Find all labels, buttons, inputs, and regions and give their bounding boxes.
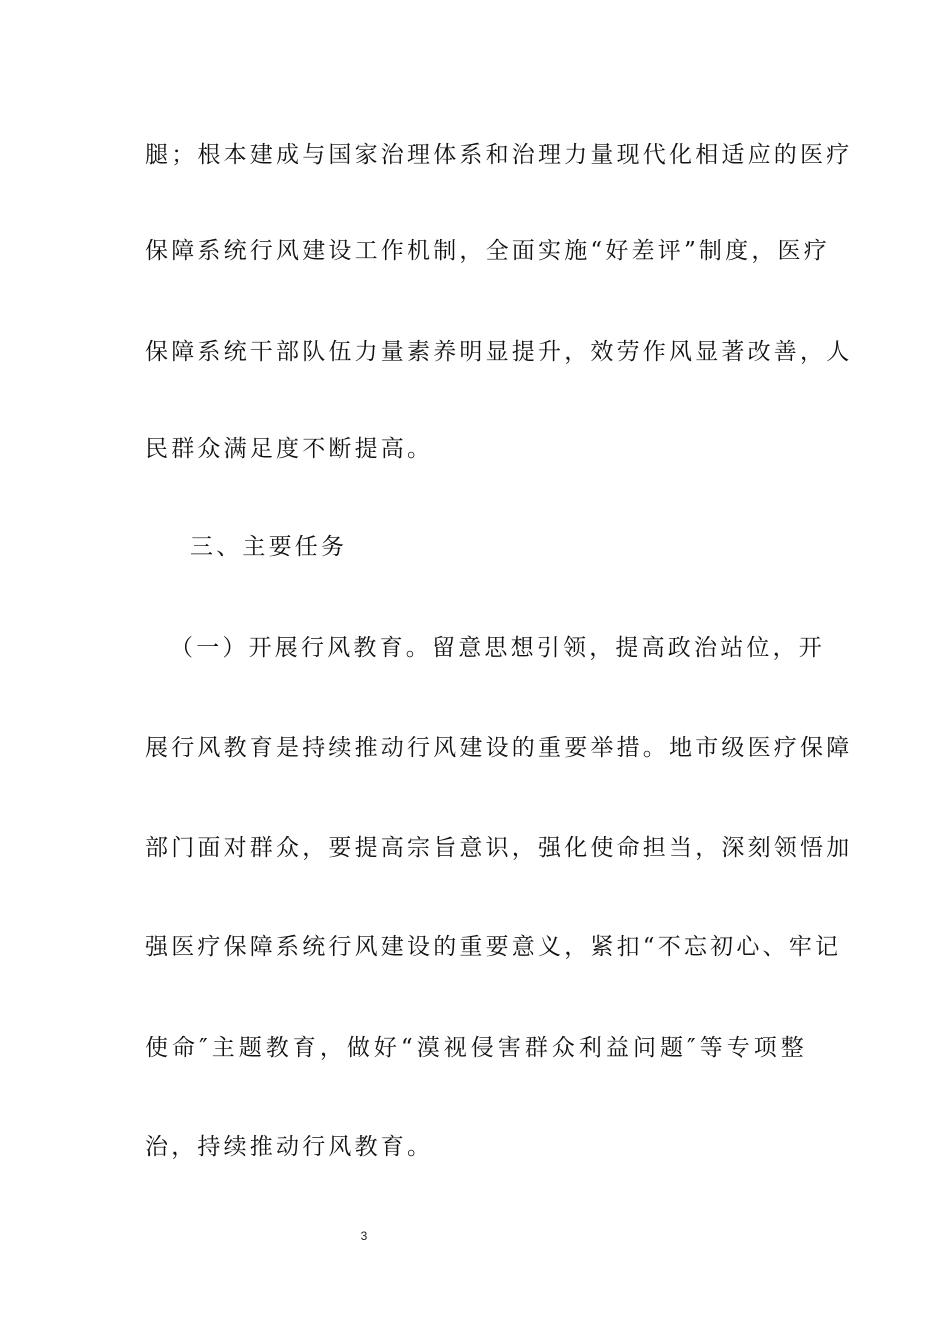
paragraph-line: 治，持续推动行风教育。 xyxy=(145,1134,434,1160)
paragraph-line: 腿；根本建成与国家治理体系和治理力量现代化相适应的医疗 xyxy=(145,142,853,168)
paragraph-line: 强医疗保障系统行风建设的重要意义，紧扣“不忘初心、牢记 xyxy=(145,934,842,960)
section-heading: 三、主要任务 xyxy=(190,534,348,560)
paragraph-line: 保障系统行风建设工作机制，全面实施“好差评”制度，医疗 xyxy=(145,238,830,264)
paragraph-line: 部门面对群众，要提高宗旨意识，强化使命担当，深刻领悟加 xyxy=(145,835,853,861)
page-number: 3 xyxy=(360,1229,368,1243)
paragraph-line: （一）开展行风教育。留意思想引领，提高政治站位，开 xyxy=(170,635,825,661)
paragraph-line: 保障系统干部队伍力量素养明显提升，效劳作风显著改善，人 xyxy=(145,339,853,365)
paragraph-line: 民群众满足度不断提高。 xyxy=(145,436,434,462)
paragraph-line: 使命″主题教育，做好“漠视侵害群众利益问题″等专项整 xyxy=(145,1035,807,1061)
paragraph-line: 展行风教育是持续推动行风建设的重要举措。地市级医疗保障 xyxy=(145,735,853,761)
